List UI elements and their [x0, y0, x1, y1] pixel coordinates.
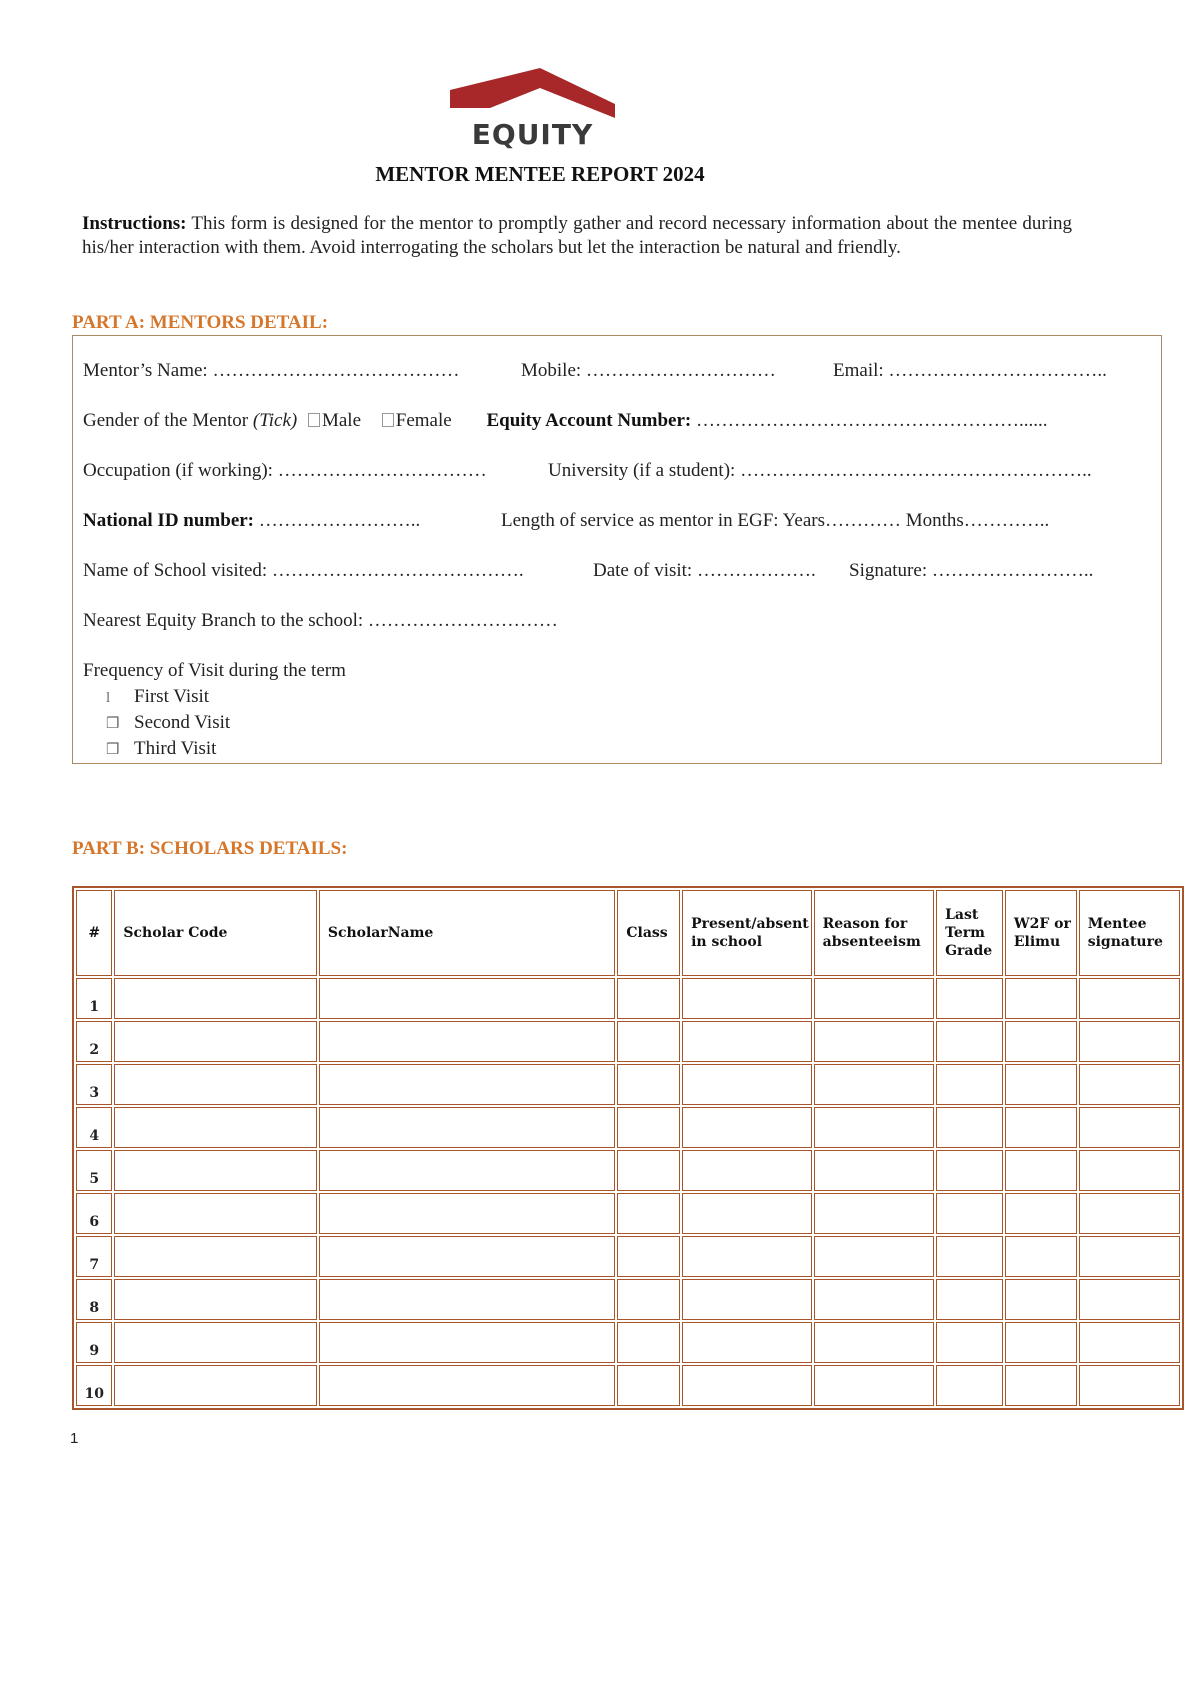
scholars-table: [72, 886, 1184, 1410]
grade-cell[interactable]: [936, 1107, 1003, 1148]
class-cell[interactable]: [617, 1107, 680, 1148]
w2f-elimu-cell[interactable]: [1005, 1279, 1077, 1320]
male-checkbox[interactable]: [308, 413, 320, 427]
row-number: 1: [76, 978, 112, 1019]
table-row: [76, 1365, 1180, 1406]
w2f-elimu-cell[interactable]: [1005, 1107, 1077, 1148]
reason-cell[interactable]: [814, 1365, 934, 1406]
reason-cell[interactable]: [814, 1236, 934, 1277]
row-number: 2: [76, 1021, 112, 1062]
grade-cell[interactable]: [936, 1064, 1003, 1105]
scholar-code-cell[interactable]: [114, 1150, 316, 1191]
scholar-name-cell[interactable]: [319, 1236, 616, 1277]
reason-cell[interactable]: [814, 978, 934, 1019]
page-number: 1: [70, 1430, 79, 1447]
w2f-elimu-cell[interactable]: [1005, 1365, 1077, 1406]
grade-cell[interactable]: [936, 1021, 1003, 1062]
signature-cell[interactable]: [1079, 1193, 1180, 1234]
scholar-name-cell[interactable]: [319, 978, 616, 1019]
present-absent-cell[interactable]: [682, 1107, 812, 1148]
reason-cell[interactable]: [814, 1322, 934, 1363]
national-id-label: National ID number:: [83, 510, 255, 531]
grade-cell[interactable]: [936, 1193, 1003, 1234]
mentor-row-2: [83, 410, 1048, 432]
grade-cell[interactable]: [936, 1322, 1003, 1363]
grade-cell[interactable]: [936, 1236, 1003, 1277]
first-visit-label: First Visit: [134, 686, 210, 707]
table-row: [76, 1107, 1180, 1148]
grade-cell[interactable]: [936, 1150, 1003, 1191]
present-absent-cell[interactable]: [682, 1279, 812, 1320]
table-row: [76, 1150, 1180, 1191]
present-absent-cell[interactable]: [682, 1064, 812, 1105]
signature-cell[interactable]: [1079, 1279, 1180, 1320]
reason-cell[interactable]: [814, 1064, 934, 1105]
table-row: [76, 1021, 1180, 1062]
col-reason-absenteeism: Reason for absenteeism: [814, 890, 934, 976]
class-cell[interactable]: [617, 1021, 680, 1062]
frequency-label: Frequency of Visit during the term: [83, 660, 346, 681]
gender-label: Gender of the Mentor: [83, 410, 253, 431]
signature-cell[interactable]: [1079, 1322, 1180, 1363]
scholar-name-cell[interactable]: [319, 1150, 616, 1191]
school-visited-field[interactable]: Name of School visited: ………………………………….: [83, 560, 524, 581]
scholar-name-cell[interactable]: [319, 1279, 616, 1320]
second-visit-option[interactable]: [106, 712, 230, 734]
male-label: Male: [321, 410, 362, 431]
row-number: 4: [76, 1107, 112, 1148]
present-absent-cell[interactable]: [682, 1150, 812, 1191]
table-row: [76, 1064, 1180, 1105]
table-row: [76, 1236, 1180, 1277]
table-row: [76, 978, 1180, 1019]
mentor-details-box: [72, 335, 1162, 764]
class-cell[interactable]: [617, 978, 680, 1019]
present-absent-cell[interactable]: [682, 1021, 812, 1062]
national-id-field[interactable]: ……………………..: [254, 510, 421, 531]
reason-cell[interactable]: [814, 1021, 934, 1062]
mobile-field[interactable]: Mobile: …………………………: [521, 360, 776, 381]
col-scholar-name: ScholarName: [319, 890, 616, 976]
class-cell[interactable]: [617, 1150, 680, 1191]
scholar-name-cell[interactable]: [319, 1322, 616, 1363]
w2f-elimu-cell[interactable]: [1005, 978, 1077, 1019]
scholar-code-cell[interactable]: [114, 1193, 316, 1234]
instructions-label: Instructions:: [82, 213, 187, 234]
grade-cell[interactable]: [936, 1279, 1003, 1320]
w2f-elimu-cell[interactable]: [1005, 1193, 1077, 1234]
row-number: 6: [76, 1193, 112, 1234]
row-number: 3: [76, 1064, 112, 1105]
col-present-absent: Present/absent in school: [682, 890, 812, 976]
instructions-text: This form is designed for the mentor to promptly gather and record necessary information about the mentee during his/her interaction with them. Avoid interrogating the scholars but let the interaction be natural and friendly.: [82, 213, 1072, 258]
part-b-heading: PART B: SCHOLARS DETAILS:: [72, 838, 348, 859]
scholar-code-cell[interactable]: [114, 978, 316, 1019]
present-absent-cell[interactable]: [682, 1322, 812, 1363]
reason-cell[interactable]: [814, 1107, 934, 1148]
second-visit-checkbox-icon[interactable]: ❒: [106, 716, 120, 732]
row-number: 8: [76, 1279, 112, 1320]
table-header-row: [76, 890, 1180, 976]
present-absent-cell[interactable]: [682, 1236, 812, 1277]
signature-cell[interactable]: [1079, 1064, 1180, 1105]
reason-cell[interactable]: [814, 1279, 934, 1320]
length-of-service-field[interactable]: Length of service as mentor in EGF: Years………… Months…………..: [501, 510, 1050, 531]
class-cell[interactable]: [617, 1279, 680, 1320]
class-cell[interactable]: [617, 1236, 680, 1277]
w2f-elimu-cell[interactable]: [1005, 1236, 1077, 1277]
grade-cell[interactable]: [936, 978, 1003, 1019]
w2f-elimu-cell[interactable]: [1005, 1021, 1077, 1062]
occupation-field[interactable]: Occupation (if working): ……………………………: [83, 460, 487, 481]
university-field[interactable]: University (if a student): ………………………………………………..: [548, 460, 1092, 481]
second-visit-label: Second Visit: [134, 712, 231, 733]
class-cell[interactable]: [617, 1322, 680, 1363]
signature-cell[interactable]: [1079, 1365, 1180, 1406]
third-visit-checkbox-icon[interactable]: ❒: [106, 742, 120, 758]
mentor-name-field[interactable]: Mentor’s Name: …………………………………: [83, 360, 460, 381]
col-mentee-signature: Mentee signature: [1079, 890, 1180, 976]
col-number: #: [76, 890, 112, 976]
account-label: Equity Account Number:: [486, 410, 692, 431]
scholar-code-cell[interactable]: [114, 1236, 316, 1277]
reason-cell[interactable]: [814, 1150, 934, 1191]
col-last-term-grade: Last Term Grade: [936, 890, 1003, 976]
first-visit-checkbox-icon[interactable]: l: [106, 690, 111, 706]
equity-logo: [450, 68, 615, 150]
account-field[interactable]: ……………………………………………......: [691, 410, 1048, 431]
col-w2f-elimu: W2F or Elimu: [1005, 890, 1077, 976]
scholar-name-cell[interactable]: [319, 1365, 616, 1406]
scholar-name-cell[interactable]: [319, 1193, 616, 1234]
w2f-elimu-cell[interactable]: [1005, 1322, 1077, 1363]
instructions: [82, 212, 1072, 260]
scholar-name-cell[interactable]: [319, 1021, 616, 1062]
w2f-elimu-cell[interactable]: [1005, 1150, 1077, 1191]
female-checkbox[interactable]: [382, 413, 394, 427]
table-row: [76, 1279, 1180, 1320]
w2f-elimu-cell[interactable]: [1005, 1064, 1077, 1105]
gender-tick-hint: (Tick): [252, 410, 298, 431]
third-visit-option[interactable]: [106, 738, 216, 760]
scholar-code-cell[interactable]: [114, 1365, 316, 1406]
nearest-branch-field[interactable]: Nearest Equity Branch to the school: …………………………: [83, 610, 558, 631]
scholars-table-body: [76, 978, 1180, 1406]
col-class: Class: [617, 890, 680, 976]
reason-cell[interactable]: [814, 1193, 934, 1234]
first-visit-option[interactable]: [106, 686, 209, 708]
female-label: Female: [395, 410, 452, 431]
table-row: [76, 1193, 1180, 1234]
signature-cell[interactable]: [1079, 1021, 1180, 1062]
page-title: MENTOR MENTEE REPORT 2024: [375, 162, 705, 186]
scholar-code-cell[interactable]: [114, 1107, 316, 1148]
third-visit-label: Third Visit: [134, 738, 217, 759]
logo-wordmark: EQUITY: [471, 118, 594, 151]
logo-roof-icon: [450, 68, 615, 118]
scholar-code-cell[interactable]: [114, 1021, 316, 1062]
present-absent-cell[interactable]: [682, 978, 812, 1019]
signature-cell[interactable]: [1079, 1107, 1180, 1148]
logo-roof-shape: [450, 68, 615, 118]
table-row: [76, 1322, 1180, 1363]
scholar-code-cell[interactable]: [114, 1064, 316, 1105]
class-cell[interactable]: [617, 1365, 680, 1406]
col-scholar-code: Scholar Code: [114, 890, 316, 976]
part-a-heading: PART A: MENTORS DETAIL:: [72, 312, 329, 333]
scholar-code-cell[interactable]: [114, 1279, 316, 1320]
class-cell[interactable]: [617, 1064, 680, 1105]
class-cell[interactable]: [617, 1193, 680, 1234]
scholar-name-cell[interactable]: [319, 1064, 616, 1105]
signature-cell[interactable]: [1079, 978, 1180, 1019]
row-number: 9: [76, 1322, 112, 1363]
scholar-name-cell[interactable]: [319, 1107, 616, 1148]
signature-cell[interactable]: [1079, 1236, 1180, 1277]
grade-cell[interactable]: [936, 1365, 1003, 1406]
present-absent-cell[interactable]: [682, 1365, 812, 1406]
present-absent-cell[interactable]: [682, 1193, 812, 1234]
row-number: 7: [76, 1236, 112, 1277]
email-field[interactable]: Email: ……………………………..: [833, 360, 1107, 381]
signature-cell[interactable]: [1079, 1150, 1180, 1191]
row-number: 10: [76, 1365, 112, 1406]
signature-field[interactable]: Signature: ……………………..: [849, 560, 1094, 581]
row-number: 5: [76, 1150, 112, 1191]
date-of-visit-field[interactable]: Date of visit: ……………….: [593, 560, 816, 581]
scholar-code-cell[interactable]: [114, 1322, 316, 1363]
